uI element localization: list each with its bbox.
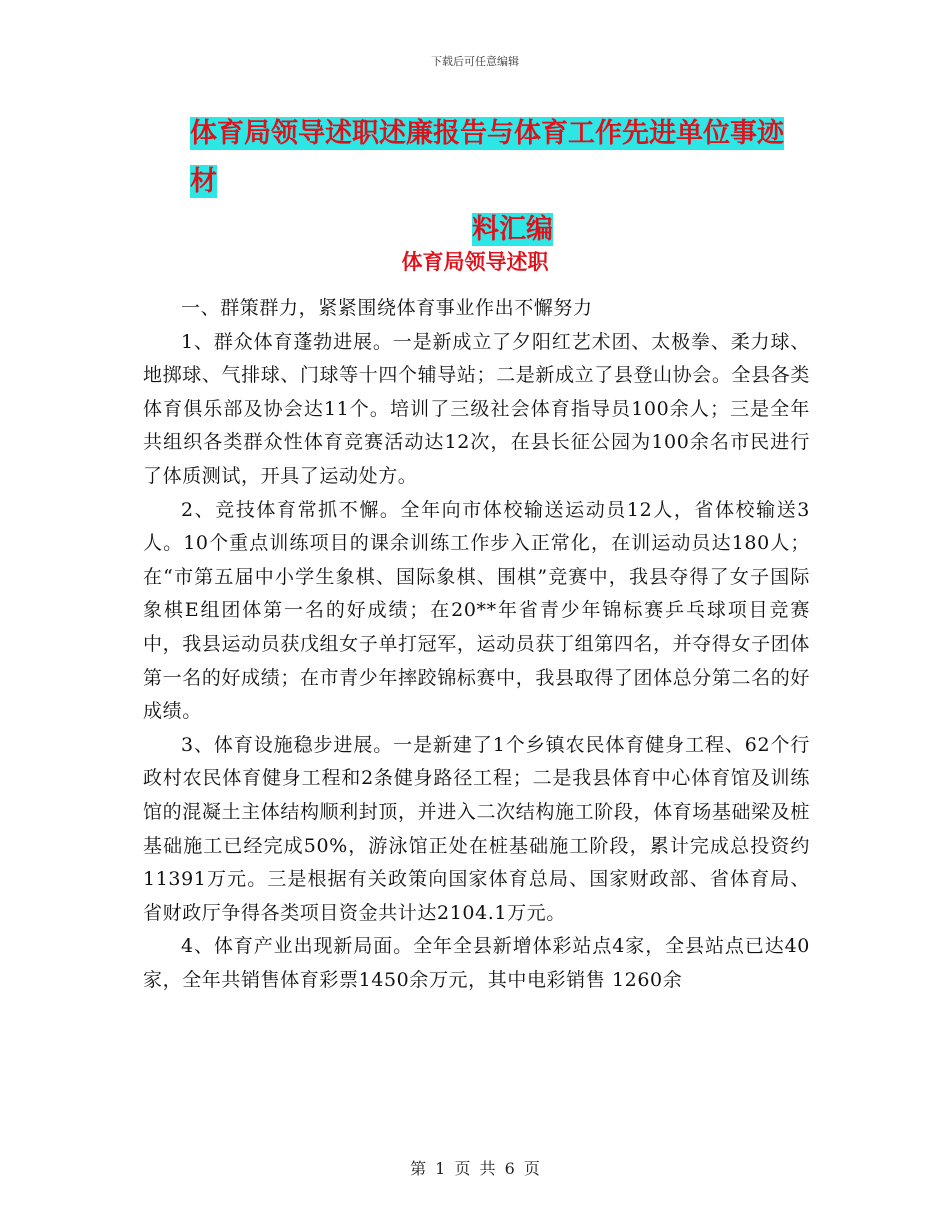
section-title: 体育局领导述职: [401, 250, 549, 274]
document-title: [190, 110, 810, 254]
document-body: [143, 292, 810, 997]
document-title-line1: 体育局领导述职述廉报告与体育工作先进单位事迹材: [190, 118, 784, 197]
page-footer: 第 1 页 共 6 页: [410, 1159, 540, 1178]
paragraph: 1、群众体育蓬勃进展。一是新成立了夕阳红艺术团、太极拳、柔力球、地掷球、气排球、门球等十四个辅导站；二是新成立了县登山协会。全县各类体育俱乐部及协会达11个。培训了三级社会体育指导员100余人；三是全年共组织各类群众性体育竞赛活动达12次，在县长征公园为100余名市民进行了体质测试，开具了运动处方。: [143, 330, 810, 487]
paragraph: 2、竞技体育常抓不懈。全年向市体校输送运动员12人，省体校输送3人。10个重点训练项目的课余训练工作步入正常化，在训运动员达180人；在“市第五届中小学生象棋、国际象棋、围棋”竞赛中，我县夺得了女子国际象棋E组团体第一名的好成绩；在20**年省青少年锦标赛乒乓球项目竞赛中，我县运动员获戊组女子单打冠军，运动员获丁组第四名，并夺得女子团体第一名的好成绩；在市青少年摔跤锦标赛中，我县取得了团体总分第二名的好成绩。: [143, 498, 810, 723]
paragraph: 3、体育设施稳步进展。一是新建了1个乡镇农民体育健身工程、62个行政村农民体育健身工程和2条健身路径工程；二是我县体育中心体育馆及训练馆的混凝土主体结构顺利封顶，并进入二次结构施工阶段，体育场基础梁及桩基础施工已经完成50%，游泳馆正处在桩基础施工阶段，累计完成总投资约11391万元。三是根据有关政策向国家体育总局、国家财政部、省体育局、省财政厅争得各类项目资金共计达2104.1万元。: [143, 733, 810, 924]
document-title-line2: 料汇编: [472, 214, 553, 245]
paragraph: 一、群策群力，紧紧围绕体育事业作出不懈努力: [181, 297, 593, 319]
paragraph: 4、体育产业出现新局面。全年全县新增体彩站点4家，全县站点已达40家，全年共销售体育彩票1450余万元，其中电彩销售 1260余: [143, 935, 810, 991]
header-note: 下载后可任意编辑: [431, 55, 519, 68]
